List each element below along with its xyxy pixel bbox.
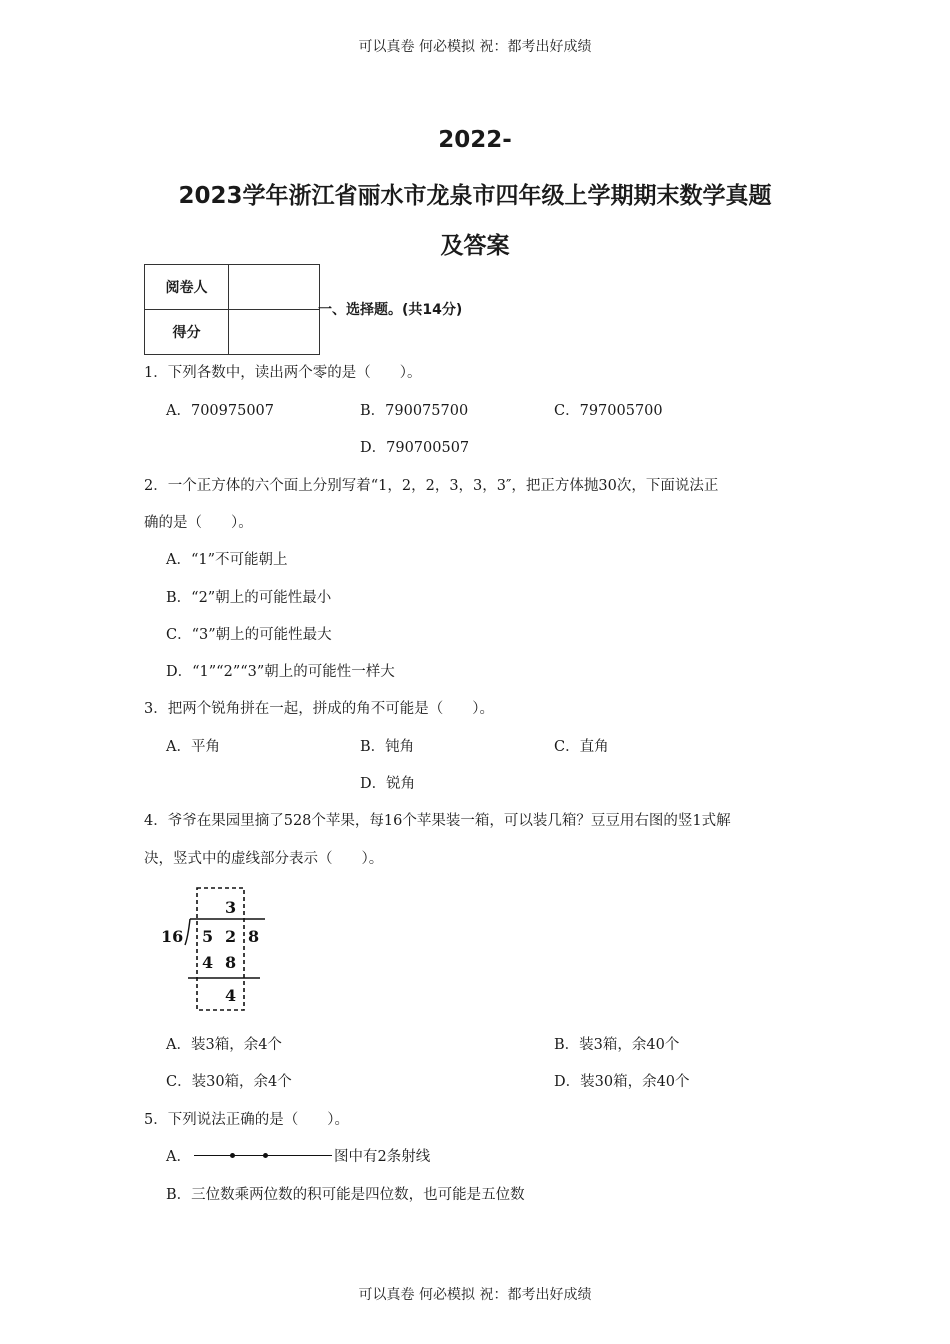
reviewer-cell xyxy=(229,265,320,310)
question-3-option-d: D．锐角 xyxy=(360,776,416,792)
question-2-option-d: D．“1”“2”“3”朝上的可能性一样大 xyxy=(166,664,395,680)
question-3-option-a: A．平角 xyxy=(166,739,220,755)
question-5-stem: 5．下列说法正确的是（ ）。 xyxy=(144,1112,349,1128)
question-5-option-b: B．三位数乘两位数的积可能是四位数，也可能是五位数 xyxy=(166,1187,525,1203)
question-5-option-a: A． xyxy=(166,1149,191,1165)
question-4-stem-line-2: 决，竖式中的虚线部分表示（ ）。 xyxy=(144,851,384,867)
page-title-line-2: 2023学年浙江省丽水市龙泉市四年级上学期期末数学真题 xyxy=(178,183,772,209)
question-1-option-a: A．700975007 xyxy=(166,403,274,419)
division-bracket xyxy=(185,919,190,945)
dividend-digit-1: 5 xyxy=(202,927,214,946)
quotient-text: 3 xyxy=(225,898,237,917)
reviewer-label: 阅卷人 xyxy=(145,265,229,310)
product-digit-1: 4 xyxy=(202,953,214,972)
question-2-option-a: A．“1”不可能朝上 xyxy=(166,552,288,568)
long-division-figure xyxy=(155,885,275,1015)
question-1-option-c: C．797005700 xyxy=(554,403,663,419)
question-3-stem: 3．把两个锐角拼在一起，拼成的角不可能是（ ）。 xyxy=(144,701,494,717)
question-2-option-b: B．“2”朝上的可能性最小 xyxy=(166,590,332,606)
page-footer: 可以真卷 何必模拟 祝：都考出好成绩 xyxy=(358,1287,592,1303)
score-table xyxy=(144,264,320,355)
score-label: 得分 xyxy=(145,310,229,355)
divisor-text: 16 xyxy=(161,927,184,946)
page-title-line-1: 2022- xyxy=(438,127,512,153)
dividend-digit-2: 2 xyxy=(225,927,237,946)
section-heading: 一、选择题。(共14分) xyxy=(318,302,463,318)
question-4-option-b: B．装3箱，余40个 xyxy=(554,1037,680,1053)
remainder-text: 4 xyxy=(225,986,237,1005)
question-3-option-b: B．钝角 xyxy=(360,739,415,755)
question-2-stem-line-2: 确的是（ ）。 xyxy=(144,515,253,531)
question-1-option-b: B．790075700 xyxy=(360,403,469,419)
dashed-highlight-box xyxy=(197,888,244,1010)
page-title-line-3: 及答案 xyxy=(440,233,510,259)
page-header: 可以真卷 何必模拟 祝：都考出好成绩 xyxy=(358,39,592,55)
dividend-digit-3: 8 xyxy=(248,927,260,946)
question-2-option-c: C．“3”朝上的可能性最大 xyxy=(166,627,332,643)
question-2-stem-line-1: 2．一个正方体的六个面上分别写着“1，2，2，3，3，3″，把正方体抛30次，下面说法正 xyxy=(144,478,719,494)
score-cell xyxy=(229,310,320,355)
question-4-option-c: C．装30箱，余4个 xyxy=(166,1074,292,1090)
question-4-option-d: D．装30箱，余40个 xyxy=(554,1074,690,1090)
question-3-option-c: C．直角 xyxy=(554,739,609,755)
ray-point-1 xyxy=(230,1153,235,1158)
question-4-option-a: A．装3箱，余4个 xyxy=(166,1037,282,1053)
ray-point-2 xyxy=(263,1153,268,1158)
product-digit-2: 8 xyxy=(225,953,237,972)
question-4-stem-line-1: 4．爷爷在果园里摘了528个苹果，每16个苹果装一箱，可以装几箱？豆豆用右图的竖1式解 xyxy=(144,813,731,829)
question-1-stem: 1．下列各数中，读出两个零的是（ ）。 xyxy=(144,365,422,381)
question-5-option-a-text: 图中有2条射线 xyxy=(334,1149,431,1165)
question-1-option-d: D．790700507 xyxy=(360,440,470,456)
